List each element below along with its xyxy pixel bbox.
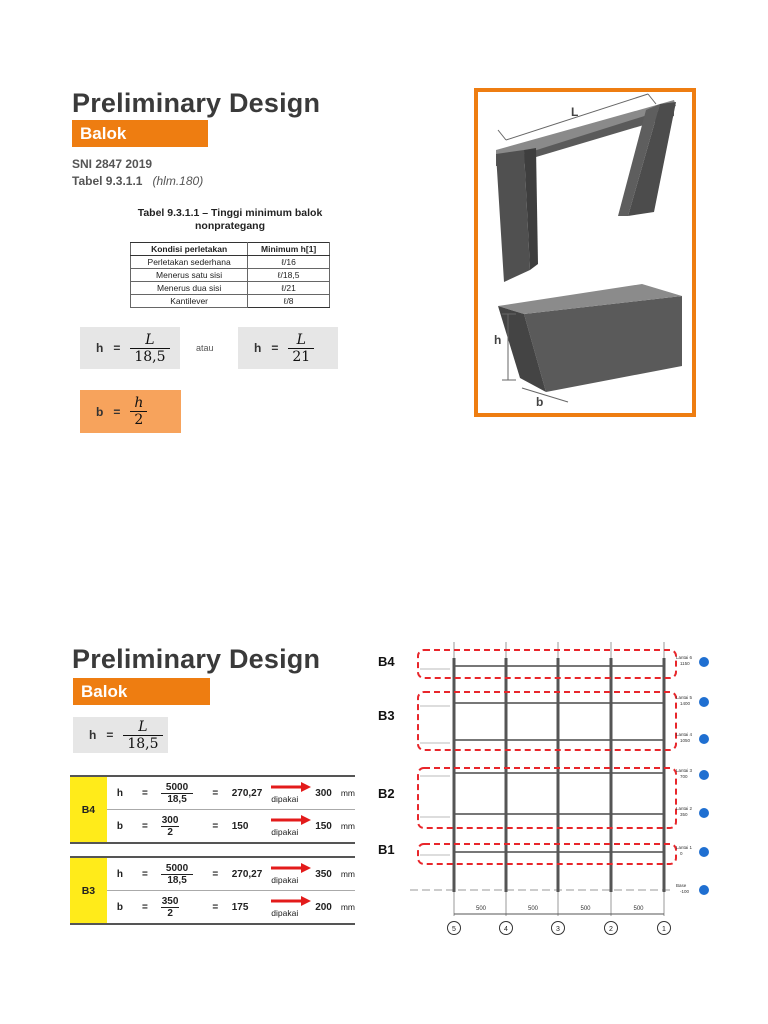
beam-figure [478,92,692,413]
label-b: b [536,395,544,409]
bay-dimension: 500 [633,906,644,912]
calc-row: B3 h = $\frac{5000}{18,5}$ = 270,27 dipakai 350 mm [70,858,355,891]
min-height-table [130,242,330,308]
table-header: Minimum h[1] [248,243,330,256]
grid-label: 3 [556,926,560,933]
level-marker-icon [699,770,709,780]
table-row: Kantilever ℓ/8 [131,295,330,308]
arrow-icon [271,896,313,908]
level-name: Lantai 1 [676,845,693,850]
beam-group-outline [418,692,676,750]
beam-group-label: B2 [378,786,395,801]
level-marker-icon [699,808,709,818]
ref-table: Tabel 9.3.1.1 (hlm.180) [72,174,204,188]
level-name: Base [676,883,687,888]
level-marker-icon [699,734,709,744]
calc-row: b = $\frac{350}{2}$ = 175 dipakai 200 mm [116,895,355,919]
formula-h-18-5: h = $\frac{L}{18,5}$ [80,327,180,369]
level-name: Lantai 3 [676,768,693,773]
slide2-formula-h: h = $\frac{L}{18,5}$ [73,717,168,753]
beam-group-label: B1 [378,842,395,857]
block-label: B3 [70,858,107,923]
slide1-reference [72,156,203,190]
slide1-tag: Balok [72,120,208,147]
level-name: Lantai 6 [676,655,693,660]
grid-label: 1 [662,926,666,933]
level-marker-icon [699,847,709,857]
level-elevation: 700 [680,774,688,779]
ref-page: (hlm.180) [152,174,204,188]
beam-group-outline [418,768,676,828]
level-name: Lantai 2 [676,806,693,811]
level-elevation: 1050 [680,738,691,743]
grid-label: 4 [504,926,508,933]
arrow-icon [271,815,313,827]
level-marker-icon [699,657,709,667]
table-row: Menerus dua sisi ℓ/21 [131,282,330,295]
level-name: Lantai 4 [676,732,693,737]
block-label: B4 [70,777,107,842]
grid-label: 2 [609,926,613,933]
level-marker-icon [699,697,709,707]
table-caption: Tabel 9.3.1.1 – Tinggi minimum balok nonprategang [137,207,323,232]
formula-h-21: h = $\frac{L}{21}$ [238,327,338,369]
bay-dimension: 500 [580,906,591,912]
calc-row: B4 h = $\frac{5000}{18,5}$ = 270,27 dipakai 300 mm [70,777,355,810]
level-elevation: -100 [680,889,690,894]
arrow-icon [271,863,313,875]
beam-group-label: B4 [378,654,395,669]
min-height-table-block [130,207,330,308]
formula-b: b = $\frac{h}{2}$ [80,390,181,433]
label-L: L [571,105,579,119]
beam-group-label: B3 [378,708,395,723]
level-elevation: 1150 [680,661,690,666]
slide2-tag: Balok [73,678,210,705]
calc-block-b3 [70,856,355,925]
grid-label: 5 [452,926,456,933]
bay-dimension: 500 [476,906,487,912]
calc-block-b4 [70,775,355,844]
frame-elevation-drawing [370,636,720,942]
table-row: Menerus satu sisi ℓ/18,5 [131,269,330,282]
beam-group-outline [418,844,676,864]
level-elevation: 0 [680,851,683,856]
beam-group-outline [418,650,676,678]
formula-or-text: atau [196,343,214,353]
slide1-title: Preliminary Design [72,88,321,118]
slide2-title: Preliminary Design [72,644,321,674]
level-elevation: 1400 [680,701,691,706]
bay-dimension: 500 [528,906,539,912]
calc-row: b = $\frac{300}{2}$ = 150 dipakai 150 mm [116,814,355,838]
arrow-icon [271,782,313,794]
beam-illustration [474,88,696,417]
level-marker-icon [699,885,709,895]
table-header: Kondisi perletakan [131,243,248,256]
level-elevation: 350 [680,812,688,817]
label-h: h [494,333,502,347]
ref-standard: SNI 2847 2019 [72,157,153,171]
level-name: Lantai 5 [676,695,693,700]
table-row: Perletakan sederhana ℓ/16 [131,256,330,269]
